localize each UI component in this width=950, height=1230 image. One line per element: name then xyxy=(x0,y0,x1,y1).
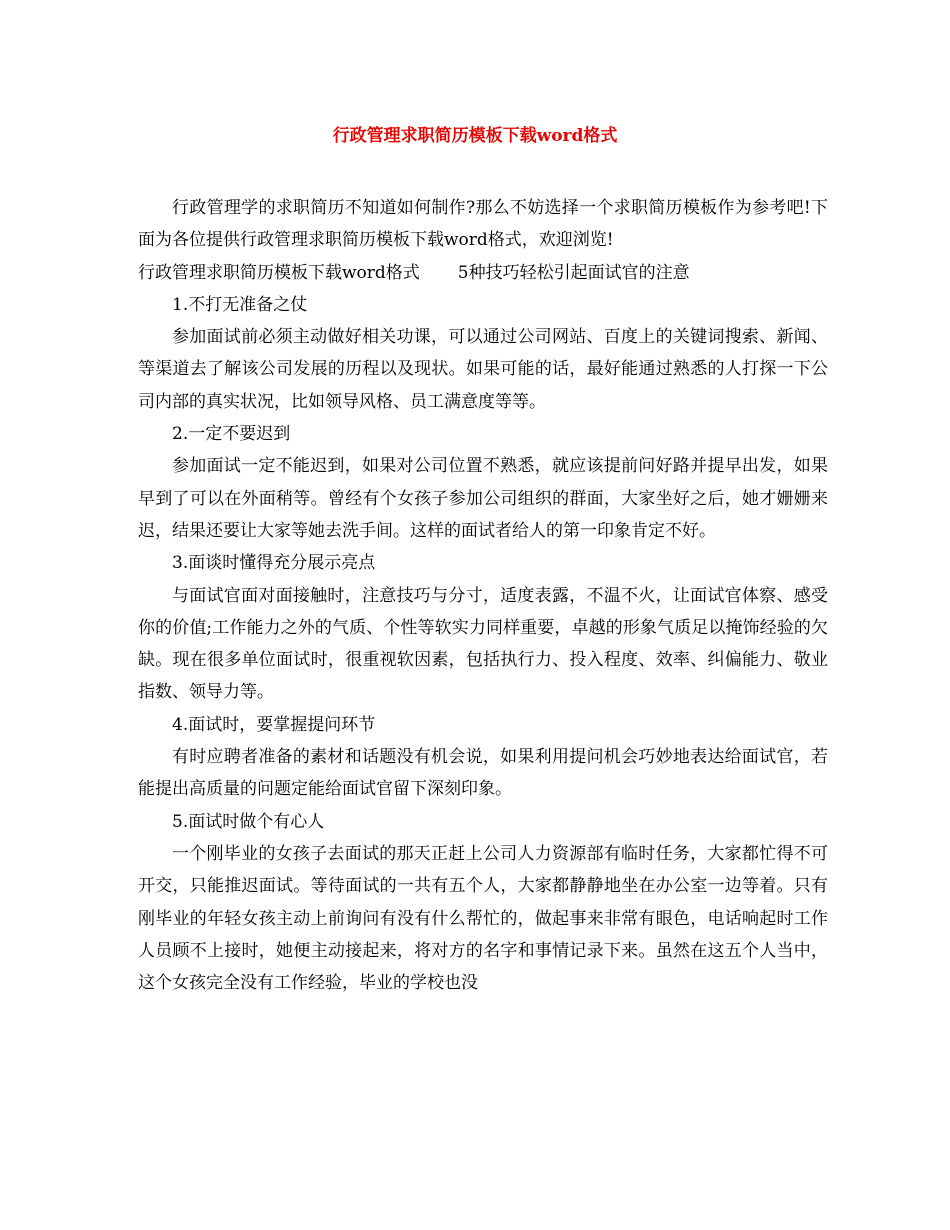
section-text-2: 参加面试一定不能迟到，如果对公司位置不熟悉，就应该提前问好路并提早出发，如果早到了可以在外面稍等。曾经有个女孩子参加公司组织的群面，大家坐好之后，她才姗姗来迟，结果还要让大家等她去洗手间。这样的面试者给人的第一印象肯定不好。 xyxy=(138,456,828,541)
subheading-line xyxy=(138,257,828,289)
section-heading-5: 5.面试时做个有心人 xyxy=(172,811,325,832)
intro-paragraph: 行政管理学的求职简历不知道如何制作?那么不妨选择一个求职简历模板作为参考吧!下面为各位提供行政管理求职简历模板下载word格式，欢迎浏览! xyxy=(138,198,828,251)
section-heading-3: 3.面谈时懂得充分展示亮点 xyxy=(172,553,376,574)
section-text-3: 与面试官面对面接触时，注意技巧与分寸，适度表露，不温不火，让面试官体察、感受你的价值;工作能力之外的气质、个性等软实力同样重要，卓越的形象气质足以掩饰经验的欠缺。现在很多单位面试时，很重视软因素，包括执行力、投入程度、效率、纠偏能力、敬业指数、领导力等。 xyxy=(138,585,828,703)
section-heading-1: 1.不打无准备之仗 xyxy=(172,294,308,315)
subheading-right: 5种技巧轻松引起面试官的注意 xyxy=(457,262,690,283)
subheading-left: 行政管理求职简历模板下载word格式 xyxy=(138,262,420,283)
document-body xyxy=(138,192,828,999)
section-text-4: 有时应聘者准备的素材和话题没有机会说，如果利用提问机会巧妙地表达给面试官，若能提出高质量的问题定能给面试官留下深刻印象。 xyxy=(138,747,828,800)
section-heading-2: 2.一定不要迟到 xyxy=(172,424,291,445)
section-text-5: 一个刚毕业的女孩子去面试的那天正赶上公司人力资源部有临时任务，大家都忙得不可开交，只能推迟面试。等待面试的一共有五个人，大家都静静地坐在办公室一边等着。只有刚毕业的年轻女孩主动上前询问有没有什么帮忙的，做起事来非常有眼色，电话响起时工作人员顾不上接时，她便主动接起来，将对方的名字和事情记录下来。虽然在这五个人当中，这个女孩完全没有工作经验，毕业的学校也没 xyxy=(138,843,828,994)
section-text-1: 参加面试前必须主动做好相关功课，可以通过公司网站、百度上的关键词搜索、新闻、等渠道去了解该公司发展的历程以及现状。如果可能的话，最好能通过熟悉的人打探一下公司内部的真实状况，比如领导风格、员工满意度等等。 xyxy=(138,327,828,412)
section-heading-4: 4.面试时，要掌握提问环节 xyxy=(172,714,376,735)
document-title: 行政管理求职简历模板下载word格式 xyxy=(332,126,618,146)
